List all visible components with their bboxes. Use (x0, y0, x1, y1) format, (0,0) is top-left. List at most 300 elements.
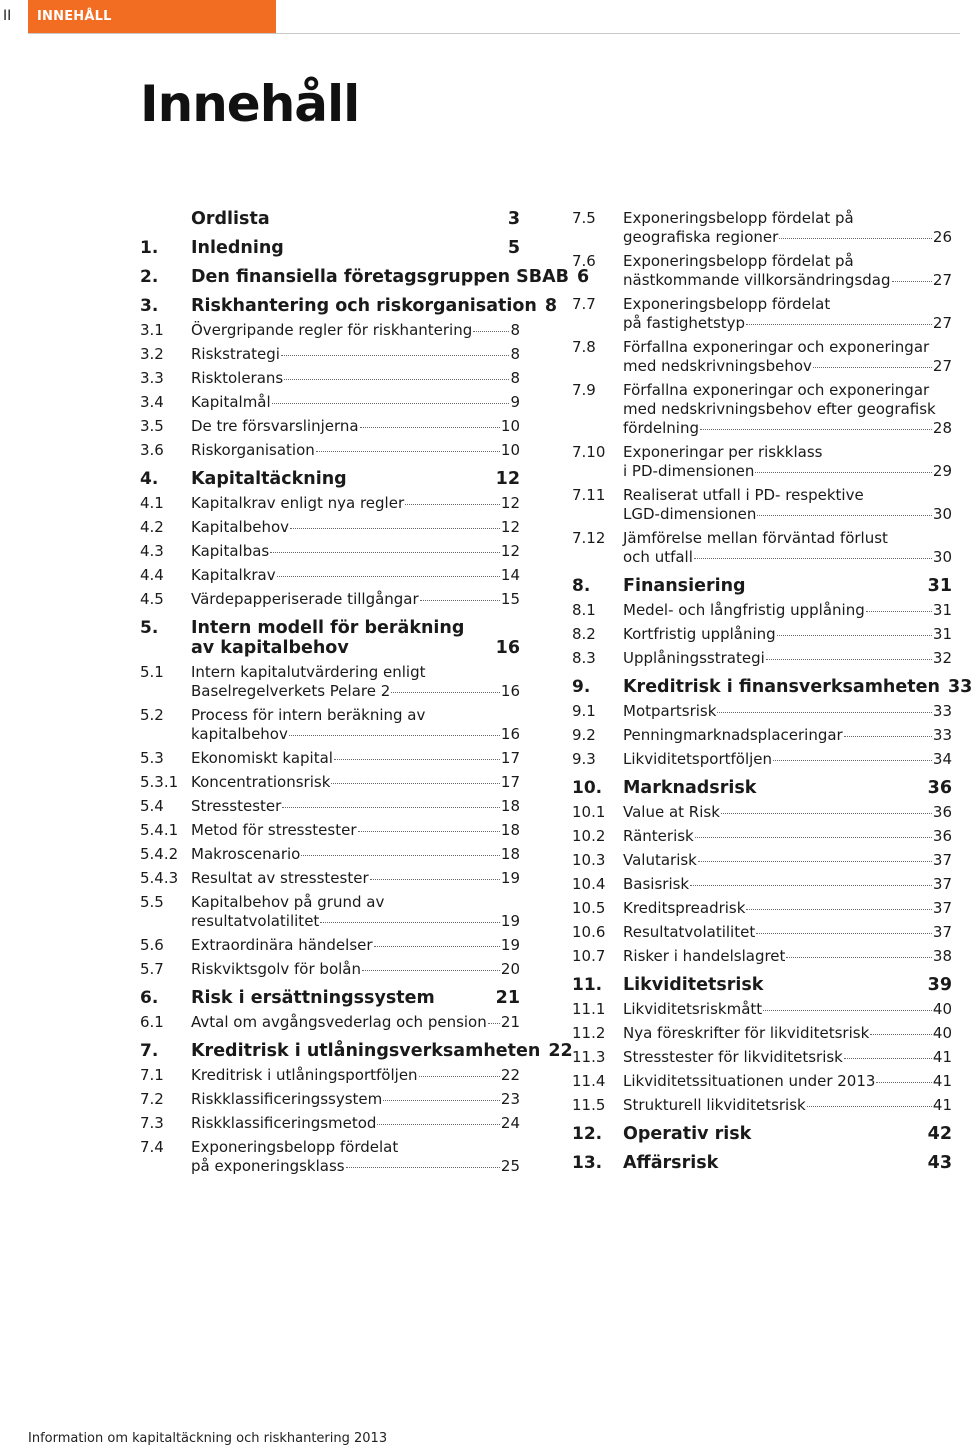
toc-leader-dots (746, 909, 931, 910)
toc-leader-dots (346, 1167, 500, 1168)
toc-page-number: 9 (510, 393, 520, 411)
toc-title: Kapitalbehov (191, 518, 290, 536)
toc-number: 7.8 (572, 338, 596, 356)
toc-section[interactable] (140, 893, 520, 931)
toc-number: 10. (572, 778, 603, 798)
toc-number: 7.2 (140, 1090, 164, 1108)
toc-page-number: 12 (495, 469, 520, 489)
toc-title: Basisrisk (623, 875, 690, 893)
toc-page-number: 3 (507, 209, 520, 229)
toc-title: Makroscenario (191, 845, 301, 863)
toc-section[interactable] (572, 486, 952, 524)
toc-number: 10.7 (572, 947, 606, 965)
toc-number: 5.7 (140, 960, 164, 978)
toc-section[interactable] (572, 1024, 952, 1043)
toc-number: 3. (140, 296, 159, 316)
toc-number: 5.4.3 (140, 869, 179, 887)
toc-leader-dots (290, 528, 500, 529)
toc-title: Risk i ersättningssystem (191, 988, 435, 1008)
toc-title: Förfallna exponeringar och exponeringar (623, 381, 930, 399)
toc-number: 7.9 (572, 381, 596, 399)
toc-leader-dots (370, 879, 500, 880)
toc-section[interactable] (572, 252, 952, 290)
toc-section[interactable] (572, 851, 952, 870)
toc-title: Motpartsrisk (623, 702, 717, 720)
toc-title: Stresstester (191, 797, 282, 815)
toc-title: Kreditrisk i finansverksamheten (623, 677, 940, 697)
toc-leader-dots (360, 427, 500, 428)
toc-page-number: 34 (932, 750, 952, 768)
toc-leader-dots (870, 1034, 932, 1035)
toc-leader-dots (777, 635, 932, 636)
toc-section[interactable] (572, 625, 952, 644)
toc-leader-dots (358, 831, 500, 832)
toc-section[interactable] (572, 875, 952, 894)
toc-page-number: 33 (947, 677, 972, 697)
toc-number: 13. (572, 1153, 603, 1173)
toc-section[interactable] (140, 345, 520, 364)
toc-chapter[interactable] (572, 677, 972, 697)
toc-section[interactable] (140, 494, 520, 513)
toc-leader-dots (320, 922, 500, 923)
toc-page-number: 33 (932, 726, 952, 744)
toc-title: Extraordinära händelser (191, 936, 373, 954)
toc-leader-dots (779, 238, 932, 239)
toc-title: Exponeringsbelopp fördelat (623, 295, 831, 313)
toc-page-number: 24 (500, 1114, 520, 1132)
toc-section[interactable] (572, 381, 952, 438)
toc-title: Jämförelse mellan förväntad förlust (623, 529, 888, 547)
toc-number: 5.1 (140, 663, 164, 681)
toc-chapter[interactable] (140, 469, 520, 489)
toc-section[interactable] (140, 797, 520, 816)
toc-section[interactable] (140, 417, 520, 436)
toc-section[interactable] (572, 649, 952, 668)
toc-section[interactable] (140, 1114, 520, 1133)
toc-title: Riskhantering och riskorganisation (191, 296, 537, 316)
toc-number: 9.2 (572, 726, 596, 744)
toc-number: 10.6 (572, 923, 606, 941)
toc-page-number: 12 (500, 518, 520, 536)
toc-page-number: 12 (500, 542, 520, 560)
toc-page-number: 26 (932, 228, 952, 246)
toc-leader-dots (270, 552, 500, 553)
toc-section[interactable] (140, 821, 520, 840)
toc-number: 9. (572, 677, 591, 697)
toc-page-number: 17 (500, 773, 520, 791)
toc-number: 10.3 (572, 851, 606, 869)
toc-page-number: 36 (932, 803, 952, 821)
toc-title: Valutarisk (623, 851, 697, 869)
toc-chapter[interactable] (140, 1041, 573, 1061)
toc-number: 9.1 (572, 702, 596, 720)
toc-page-number: 37 (932, 899, 952, 917)
toc-page-number: 12 (500, 494, 520, 512)
toc-page-number: 8 (510, 321, 520, 339)
toc-title: LGD-dimensionen (623, 505, 757, 523)
toc-page-number: 38 (932, 947, 952, 965)
toc-page-number: 23 (500, 1090, 520, 1108)
toc-title: Likviditetsriskmått (623, 1000, 763, 1018)
footer-text: Information om kapitaltäckning och riskhantering 2013 (28, 1431, 388, 1446)
toc-leader-dots (844, 736, 932, 737)
toc-number: 7.7 (572, 295, 596, 313)
toc-section[interactable] (572, 1096, 952, 1115)
toc-section[interactable] (140, 936, 520, 955)
toc-page-number: 31 (932, 601, 952, 619)
toc-leader-dots (391, 692, 500, 693)
toc-leader-dots (331, 783, 500, 784)
toc-title: Kapitalbas (191, 542, 270, 560)
toc-number: 11. (572, 975, 603, 995)
toc-page-number: 33 (932, 702, 952, 720)
toc-section[interactable] (140, 590, 520, 609)
toc-number: 3.4 (140, 393, 164, 411)
toc-number: 3.2 (140, 345, 164, 363)
toc-title: Riskklassificeringsmetod (191, 1114, 377, 1132)
toc-leader-dots (786, 957, 931, 958)
toc-leader-dots (420, 600, 500, 601)
toc-leader-dots (362, 970, 500, 971)
toc-page-number: 25 (500, 1157, 520, 1175)
toc-page-number: 37 (932, 875, 952, 893)
page-title: Innehåll (140, 75, 360, 133)
toc-section[interactable] (140, 393, 520, 412)
toc-page-number: 31 (927, 576, 952, 596)
toc-page-number: 17 (500, 749, 520, 767)
toc-section[interactable] (140, 1013, 520, 1032)
toc-leader-dots (755, 472, 932, 473)
toc-title: Realiserat utfall i PD- respektive (623, 486, 864, 504)
toc-title: Risktolerans (191, 369, 284, 387)
toc-number: 3.5 (140, 417, 164, 435)
toc-title: Kreditrisk i utlåningsverksamheten (191, 1041, 541, 1061)
toc-section[interactable] (572, 529, 952, 567)
toc-title: Likviditetsrisk (623, 975, 764, 995)
toc-title: Resultat av stresstester (191, 869, 369, 887)
toc-section[interactable] (572, 923, 952, 942)
toc-number: 4.3 (140, 542, 164, 560)
toc-number: 11.1 (572, 1000, 606, 1018)
toc-number: 3.3 (140, 369, 164, 387)
toc-title: Värdepapperiserade tillgångar (191, 590, 419, 608)
toc-leader-dots (473, 331, 509, 332)
section-tab: INNEHÅLL (28, 0, 276, 34)
toc-title: med nedskrivningsbehov efter geografisk (623, 400, 936, 418)
toc-page-number: 27 (932, 271, 952, 289)
toc-section[interactable] (140, 369, 520, 388)
toc-title: Kreditspreadrisk (623, 899, 746, 917)
toc-number: 7.5 (572, 209, 596, 227)
toc-leader-dots (374, 946, 500, 947)
toc-leader-dots (844, 1058, 932, 1059)
toc-page-number: 21 (495, 988, 520, 1008)
toc-section[interactable] (140, 321, 520, 340)
toc-leader-dots (284, 379, 509, 380)
toc-leader-dots (316, 451, 500, 452)
toc-number: 7.11 (572, 486, 606, 504)
toc-chapter[interactable] (572, 1153, 952, 1173)
toc-number: 12. (572, 1124, 603, 1144)
toc-title: Exponeringsbelopp fördelat på (623, 209, 854, 227)
toc-section[interactable] (140, 869, 520, 888)
toc-leader-dots (488, 1023, 500, 1024)
toc-leader-dots (301, 855, 500, 856)
toc-page-number: 5 (507, 238, 520, 258)
toc-leader-dots (757, 515, 932, 516)
toc-page-number: 41 (932, 1096, 952, 1114)
toc-title: i PD-dimensionen (623, 462, 755, 480)
toc-section[interactable] (572, 803, 952, 822)
toc-title: Kapitalkrav (191, 566, 276, 584)
toc-chapter[interactable] (140, 296, 558, 316)
toc-title: Inledning (191, 238, 284, 258)
toc-leader-dots (773, 760, 932, 761)
toc-leader-dots (700, 429, 932, 430)
toc-title: Intern modell för beräkning (191, 618, 465, 638)
toc-page-number: 8 (544, 296, 558, 316)
toc-title: Affärsrisk (623, 1153, 719, 1173)
toc-number: 7.10 (572, 443, 606, 461)
toc-section[interactable] (572, 601, 952, 620)
toc-section[interactable] (572, 1000, 952, 1019)
toc-section[interactable] (140, 663, 520, 701)
toc-leader-dots (272, 403, 510, 404)
toc-page-number: 41 (932, 1072, 952, 1090)
toc-number: 10.1 (572, 803, 606, 821)
toc-section[interactable] (572, 1048, 952, 1067)
toc-number: 5.6 (140, 936, 164, 954)
toc-section[interactable] (140, 441, 520, 460)
toc-title: med nedskrivningsbehov (623, 357, 812, 375)
toc-section[interactable] (140, 542, 520, 561)
toc-leader-dots (405, 504, 500, 505)
toc-page-number: 39 (927, 975, 952, 995)
toc-title: Medel- och långfristig upplåning (623, 601, 865, 619)
toc-number: 3.1 (140, 321, 164, 339)
toc-number: 10.4 (572, 875, 606, 893)
toc-section[interactable] (572, 750, 952, 769)
toc-number: 5.4.2 (140, 845, 179, 863)
toc-number: 4.5 (140, 590, 164, 608)
toc-page-number: 41 (932, 1048, 952, 1066)
toc-page-number: 37 (932, 851, 952, 869)
toc-title: Riskviktsgolv för bolån (191, 960, 361, 978)
toc-chapter[interactable] (572, 576, 952, 596)
toc-page-number: 16 (500, 725, 520, 743)
toc-section[interactable] (572, 209, 952, 247)
toc-chapter[interactable] (140, 988, 520, 1008)
toc-page-number: 19 (500, 936, 520, 954)
toc-title: Stresstester för likviditetsrisk (623, 1048, 843, 1066)
toc-number: 4.1 (140, 494, 164, 512)
toc-number: 4.4 (140, 566, 164, 584)
toc-title: Övergripande regler för riskhantering (191, 321, 473, 339)
toc-number: 5.4.1 (140, 821, 179, 839)
toc-page-number: 30 (932, 505, 952, 523)
toc-number: 7.12 (572, 529, 606, 547)
toc-number: 8. (572, 576, 591, 596)
toc-page-number: 20 (500, 960, 520, 978)
toc-title: kapitalbehov (191, 725, 288, 743)
toc-title: av kapitalbehov (191, 638, 349, 658)
toc-chapter[interactable] (572, 1124, 952, 1144)
toc-number: 8.3 (572, 649, 596, 667)
toc-section[interactable] (140, 566, 520, 585)
toc-title: Kreditrisk i utlåningsportföljen (191, 1066, 418, 1084)
toc-number: 5.3 (140, 749, 164, 767)
toc-title: Exponeringsbelopp fördelat (191, 1138, 399, 1156)
toc-section[interactable] (140, 518, 520, 537)
toc-number: 4.2 (140, 518, 164, 536)
toc-page-number: 14 (500, 566, 520, 584)
toc-leader-dots (334, 759, 500, 760)
toc-page-number: 10 (500, 441, 520, 459)
toc-leader-dots (289, 735, 500, 736)
toc-page-number: 30 (932, 548, 952, 566)
toc-title: Kapitalbehov på grund av (191, 893, 385, 911)
toc-page-number: 29 (932, 462, 952, 480)
toc-page-number: 36 (932, 827, 952, 845)
toc-number: 5.4 (140, 797, 164, 815)
toc-page-number: 16 (500, 682, 520, 700)
toc-section[interactable] (140, 845, 520, 864)
toc-title: Nya föreskrifter för likviditetsrisk (623, 1024, 870, 1042)
toc-number: 11.3 (572, 1048, 606, 1066)
toc-section[interactable] (572, 338, 952, 376)
toc-section[interactable] (572, 295, 952, 333)
toc-section[interactable] (572, 726, 952, 745)
toc-page-number: 43 (927, 1153, 952, 1173)
toc-title: Kortfristig upplåning (623, 625, 776, 643)
toc-chapter[interactable] (572, 778, 952, 798)
toc-leader-dots (763, 1010, 932, 1011)
toc-title: Exponeringsbelopp fördelat på (623, 252, 854, 270)
toc-number: 11.4 (572, 1072, 606, 1090)
toc-title: Kapitaltäckning (191, 469, 347, 489)
toc-section[interactable] (572, 947, 952, 966)
toc-leader-dots (698, 861, 932, 862)
toc-title: på exponeringsklass (191, 1157, 345, 1175)
toc-section[interactable] (572, 702, 952, 721)
toc-page-number: 15 (500, 590, 520, 608)
toc-number: 10.5 (572, 899, 606, 917)
toc-leader-dots (282, 807, 500, 808)
toc-section[interactable] (140, 1066, 520, 1085)
toc-title: Riskstrategi (191, 345, 280, 363)
toc-page-number: 40 (932, 1000, 952, 1018)
toc-page-number: 19 (500, 869, 520, 887)
toc-title: Likviditetsportföljen (623, 750, 773, 768)
toc-column-right (572, 209, 972, 1178)
toc-section[interactable] (140, 749, 520, 768)
toc-number: 7.6 (572, 252, 596, 270)
toc-title: Value at Risk (623, 803, 720, 821)
toc-page-number: 40 (932, 1024, 952, 1042)
toc-number: 7. (140, 1041, 159, 1061)
toc-page-number: 18 (500, 797, 520, 815)
toc-title: och utfall (623, 548, 693, 566)
toc-title: Process för intern beräkning av (191, 706, 426, 724)
toc-section[interactable] (572, 1072, 952, 1091)
toc-title: Exponeringar per riskklass (623, 443, 823, 461)
toc-leader-dots (717, 712, 931, 713)
toc-page-number: 42 (927, 1124, 952, 1144)
toc-title: Penningmarknadsplaceringar (623, 726, 843, 744)
toc-chapter[interactable] (140, 267, 590, 287)
toc-section[interactable] (140, 773, 520, 792)
toc-title: geografiska regioner (623, 228, 779, 246)
toc-leader-dots (277, 576, 500, 577)
toc-title: Ränterisk (623, 827, 694, 845)
toc-number: 5.2 (140, 706, 164, 724)
toc-leader-dots (746, 324, 932, 325)
toc-title: Operativ risk (623, 1124, 752, 1144)
toc-section[interactable] (140, 960, 520, 979)
toc-title: Den finansiella företagsgruppen SBAB (191, 267, 569, 287)
toc-section[interactable] (572, 443, 952, 481)
toc-leader-dots (690, 885, 932, 886)
toc-section[interactable] (140, 706, 520, 744)
toc-section[interactable] (572, 827, 952, 846)
toc-chapter[interactable] (572, 975, 952, 995)
toc-page-number: 22 (500, 1066, 520, 1084)
toc-number: 4. (140, 469, 159, 489)
toc-section[interactable] (140, 1138, 520, 1176)
toc-title: Ordlista (191, 209, 270, 229)
toc-title: Upplåningsstrategi (623, 649, 765, 667)
toc-chapter[interactable] (140, 618, 520, 658)
toc-leader-dots (419, 1076, 500, 1077)
toc-title: Risker i handelslagret (623, 947, 786, 965)
toc-number: 7.3 (140, 1114, 164, 1132)
toc-leader-dots (813, 367, 932, 368)
toc-page-number: 37 (932, 923, 952, 941)
toc-number: 7.1 (140, 1066, 164, 1084)
toc-page-number: 18 (500, 821, 520, 839)
toc-number: 11.2 (572, 1024, 606, 1042)
toc-leader-dots (766, 659, 932, 660)
toc-page-number: 31 (932, 625, 952, 643)
toc-leader-dots (695, 837, 932, 838)
toc-chapter[interactable] (140, 238, 520, 258)
toc-number: 10.2 (572, 827, 606, 845)
toc-title: Förfallna exponeringar och exponeringar (623, 338, 930, 356)
toc-title: Riskorganisation (191, 441, 315, 459)
toc-title: Kapitalmål (191, 393, 271, 411)
toc-title: Baselregelverkets Pelare 2 (191, 682, 391, 700)
toc-number: 6. (140, 988, 159, 1008)
top-rule (28, 33, 960, 34)
toc-section[interactable] (572, 899, 952, 918)
toc-title: Marknadsrisk (623, 778, 757, 798)
toc-page-number: 8 (510, 345, 520, 363)
toc-leader-dots (383, 1100, 500, 1101)
toc-title: på fastighetstyp (623, 314, 746, 332)
toc-page-number: 27 (932, 357, 952, 375)
toc-number: 2. (140, 267, 159, 287)
toc-number: 5.5 (140, 893, 164, 911)
toc-chapter[interactable] (140, 209, 520, 229)
toc-leader-dots (866, 611, 932, 612)
toc-leader-dots (807, 1106, 932, 1107)
toc-page-number: 32 (932, 649, 952, 667)
toc-number: 7.4 (140, 1138, 164, 1156)
toc-section[interactable] (140, 1090, 520, 1109)
toc-title: Intern kapitalutvärdering enligt (191, 663, 426, 681)
toc-number: 1. (140, 238, 159, 258)
toc-page-number: 22 (548, 1041, 573, 1061)
